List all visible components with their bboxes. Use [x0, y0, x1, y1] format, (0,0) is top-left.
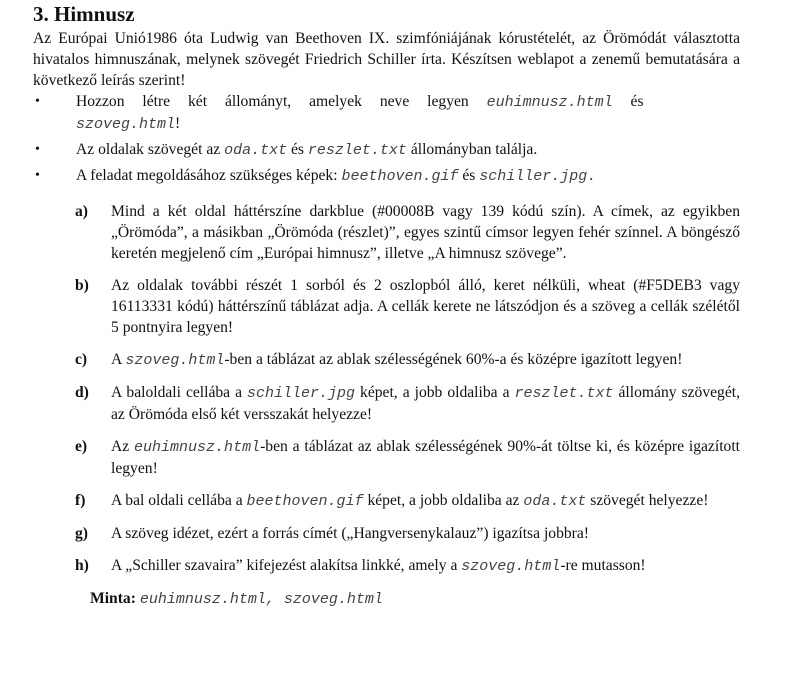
bullet-icon: •	[35, 142, 40, 157]
filename: reszlet.txt	[514, 385, 614, 402]
task-text: A szöveg idézet, ezért a forrás címét („Hangversenykalauz”) igazítsa jobbra!	[111, 525, 589, 542]
task-text: -ben a táblázat az ablak szélességének 60%-a és középre igazított legyen!	[224, 351, 683, 368]
task-item-e	[33, 436, 740, 479]
task-text: szövegét helyezze!	[586, 492, 709, 509]
task-item-a	[33, 201, 740, 264]
task-text: A „Schiller szavaira” kifejezést alakítsa linkké, amely a	[111, 557, 462, 574]
task-text: A	[111, 351, 126, 368]
task-label: c)	[75, 351, 88, 368]
task-item-c	[33, 349, 740, 371]
task-text: Az	[111, 438, 135, 455]
bullet-text: állományban találja.	[406, 141, 538, 158]
task-text: képet, a jobb oldaliba a	[355, 384, 515, 401]
bullet-text: Az oldalak szövegét az	[76, 141, 225, 158]
filename: szoveg.html	[125, 352, 225, 369]
task-item-h	[33, 555, 740, 577]
task-text: A bal oldali cellába a	[111, 492, 247, 509]
filename: schiller.jpg	[479, 168, 588, 185]
bullet-item-files	[33, 91, 740, 135]
bullet-icon: •	[35, 94, 40, 109]
filename: oda.txt	[523, 493, 587, 510]
bullet-text: és	[287, 141, 308, 158]
bullet-text: és	[612, 93, 644, 110]
filename: euhimnusz.html	[134, 439, 261, 456]
task-item-f	[33, 490, 740, 512]
task-label: a)	[75, 203, 88, 220]
filename: schiller.jpg	[247, 385, 356, 402]
sample-label: Minta:	[90, 590, 136, 607]
task-item-b	[33, 275, 740, 338]
sample-line	[33, 588, 740, 610]
filename: oda.txt	[224, 142, 288, 159]
task-text: Mind a két oldal háttérszíne darkblue (#00008B vagy 139 kódú szín). A címek, az egyikben „Örömóda”, a másikban „Örömóda (részlet)”, egyes szintű címsor legyen fehér színnel. A böngésző keretén megjelenő cím „Európai himnusz”, illetve „A himnusz szövege”.	[111, 203, 740, 262]
task-label: b)	[75, 277, 89, 294]
bullet-item-images	[33, 165, 740, 187]
task-label: h)	[75, 557, 89, 574]
filename: szoveg.html	[461, 558, 561, 575]
task-text: állomány szövegét, az Örömóda első két versszakát helyezze!	[111, 384, 740, 423]
section-heading: 3. Himnusz	[33, 2, 135, 26]
filename: euhimnusz.html	[486, 94, 613, 111]
task-label: d)	[75, 384, 89, 401]
task-text: A baloldali cellába a	[111, 384, 248, 401]
filename: reszlet.txt	[307, 142, 407, 159]
bullet-item-texts	[33, 139, 740, 161]
filename: beethoven.gif	[246, 493, 364, 510]
document-page	[33, 0, 740, 610]
task-label: e)	[75, 438, 88, 455]
bullet-text: és	[458, 167, 480, 184]
bullet-text: !	[175, 115, 181, 132]
task-list	[33, 201, 740, 577]
task-label: g)	[75, 525, 88, 542]
task-text: képet, a jobb oldaliba az	[363, 492, 524, 509]
bullet-text: Hozzon létre két állományt, amelyek neve legyen	[76, 93, 487, 110]
requirements-list	[33, 91, 740, 187]
sample-files: euhimnusz.html, szoveg.html	[139, 591, 383, 608]
task-item-g	[33, 523, 740, 544]
task-text: -re mutasson!	[560, 557, 646, 574]
bullet-text: .	[587, 168, 597, 185]
bullet-text: A feladat megoldásához szükséges képek:	[76, 167, 342, 184]
intro-paragraph: Az Európai Unió1986 óta Ludwig van Beethoven IX. szimfóniájának kórustételét, az Örömódát választotta hivatalos himnuszának, melynek szövegét Friedrich Schiller írta. Készítsen weblapot a zenemű bemutatására a következő leírás szerint!	[33, 30, 740, 89]
bullet-icon: •	[35, 168, 40, 183]
task-label: f)	[75, 492, 86, 509]
task-text: -ben a táblázat az ablak szélességének 90%-át töltse ki, és középre igazított legyen!	[111, 438, 740, 477]
task-text: Az oldalak további részét 1 sorból és 2 oszlopból álló, keret nélküli, wheat (#F5DEB3 vagy 16113331 kódú) háttérszínű táblázat adja. A cellák kerete ne látszódjon és a szöveg a cellák szélétől 5 pontnyira legyen!	[111, 277, 740, 336]
filename: szoveg.html	[76, 116, 176, 133]
task-item-d	[33, 382, 740, 425]
filename: beethoven.gif	[341, 168, 459, 185]
